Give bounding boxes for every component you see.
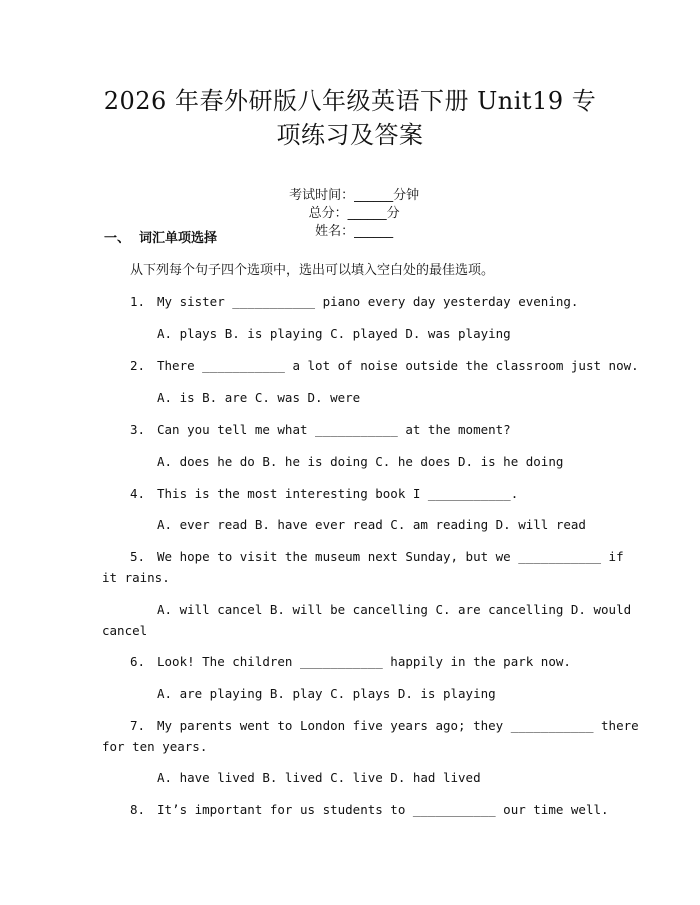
section-instruction: 从下列每个句子四个选项中，选出可以填入空白处的最佳选项。 [130,263,495,278]
question-stem: My sister ___________ piano every day yesterday evening. [157,294,579,309]
question-number: 1. [130,294,146,309]
question-stem: It’s important for us students to ___________ our time well. [157,802,609,817]
question-options: A. have lived B. lived C. live D. had lived [157,770,481,785]
question-stem: Look! The children ___________ happily in the park now. [157,654,571,669]
question-number: 8. [130,802,146,817]
question-stem: There ___________ a lot of noise outside the classroom just now. [157,358,639,373]
question-number: 5. [130,549,146,564]
total-score-field: 总分：______分 [308,206,400,221]
question-number: 2. [130,358,146,373]
question-stem: My parents went to London five years ago; they ___________ there [157,718,639,733]
question-options: A. ever read B. have ever read C. am reading D. will read [157,517,586,532]
section-heading: 一、 词汇单项选择 [104,231,218,246]
question-stem-continuation: it rains. [102,570,170,585]
question-stem: This is the most interesting book I ___________. [157,486,519,501]
question-number: 4. [130,486,146,501]
question-number: 3. [130,422,146,437]
question-stem: We hope to visit the museum next Sunday, but we ___________ if [157,549,624,564]
question-options: A. plays B. is playing C. played D. was playing [157,326,511,341]
question-options: A. is B. are C. was D. were [157,390,361,405]
student-name-field: 姓名：______ [315,224,394,239]
question-options: A. does he do B. he is doing C. he does D. is he doing [157,454,564,469]
question-number: 7. [130,718,146,733]
page-title-line-2: 项练习及答案 [276,121,424,149]
exam-time-field: 考试时间：______分钟 [289,188,420,203]
question-stem-continuation: for ten years. [102,739,208,754]
question-stem: Can you tell me what ___________ at the moment? [157,422,511,437]
question-number: 6. [130,654,146,669]
page-title-line-1: 2026 年春外研版八年级英语下册 Unit19 专 [103,87,597,115]
question-options: A. are playing B. play C. plays D. is playing [157,686,496,701]
question-options: A. will cancel B. will be cancelling C. are cancelling D. would [157,602,632,617]
question-options-continuation: cancel [102,623,148,638]
